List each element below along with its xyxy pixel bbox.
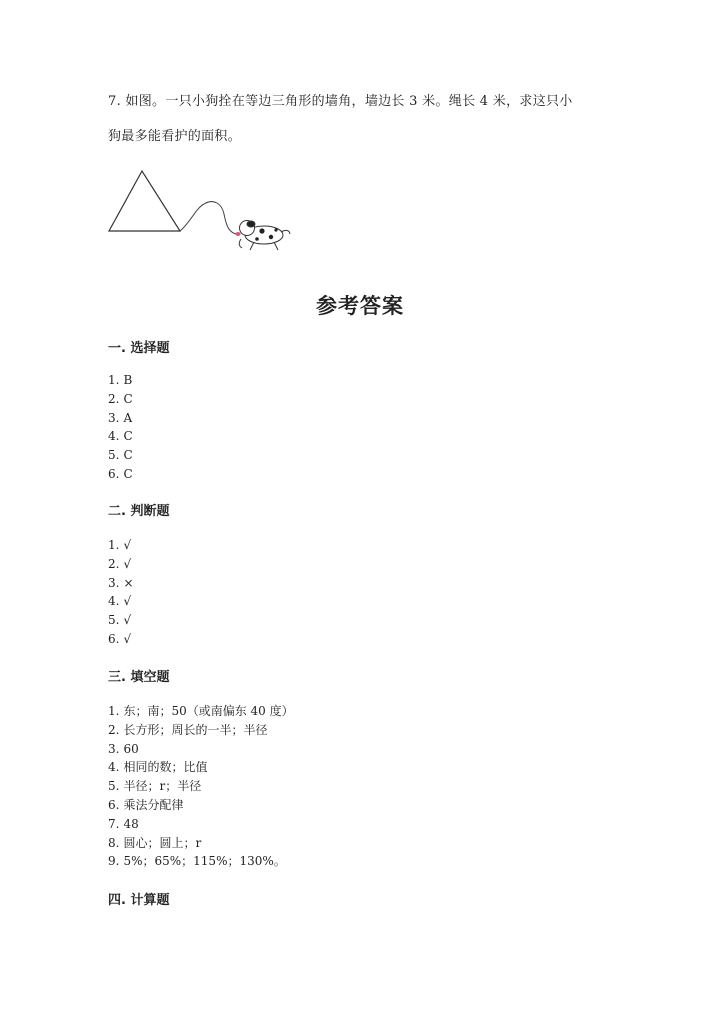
question-7-line-1: 7. 如图。一只小狗拴在等边三角形的墙角，墙边长 3 米。绳长 4 米，求这只小: [108, 94, 573, 109]
triangle-with-dog-icon: [104, 168, 294, 256]
dog-icon: [235, 221, 290, 251]
judge-answer-list: [108, 536, 134, 649]
list-item: 6. 乘法分配律: [108, 797, 184, 812]
list-item: 1. √: [108, 538, 132, 552]
list-item: 8. 圆心；圆上；r: [108, 835, 202, 850]
list-item: 4. 相同的数；比值: [108, 760, 208, 775]
list-item: 4. C: [108, 429, 133, 444]
section-heading-choice: 一. 选择题: [108, 341, 170, 356]
list-item: 2. 长方形；周长的一半；半径: [108, 722, 268, 737]
list-item: 6. √: [108, 631, 132, 646]
list-item: 2. √: [108, 556, 132, 571]
rope: [180, 202, 236, 234]
question-7: [108, 84, 628, 154]
list-item: 7. 48: [108, 816, 139, 831]
list-item: 5. 半径；r；半径: [108, 779, 202, 794]
list-item: 4. √: [108, 594, 132, 609]
list-item: 5. √: [108, 613, 132, 628]
list-item: 3. 60: [108, 741, 139, 756]
list-item: 5. C: [108, 448, 133, 463]
figure-svg: [104, 168, 294, 256]
answer-title: 参考答案: [316, 294, 404, 318]
list-item: 3. ×: [108, 575, 134, 590]
section-heading-calc: 四. 计算题: [108, 893, 170, 908]
section-heading-judge: 二. 判断题: [108, 504, 170, 519]
triangle-shape: [109, 171, 180, 231]
section-heading-fill: 三. 填空题: [108, 670, 170, 685]
list-item: 9. 5%；65%；115%；130%。: [108, 854, 286, 869]
list-item: 3. A: [108, 410, 133, 425]
choice-answer-list: [108, 371, 133, 484]
list-item: 1. 东；南；50（或南偏东 40 度）: [108, 704, 294, 718]
fill-answer-list: [108, 702, 294, 871]
question-7-line-2: 狗最多能看护的面积。: [108, 129, 242, 144]
list-item: 1. B: [108, 373, 133, 387]
list-item: 2. C: [108, 391, 133, 406]
list-item: 6. C: [108, 466, 133, 481]
